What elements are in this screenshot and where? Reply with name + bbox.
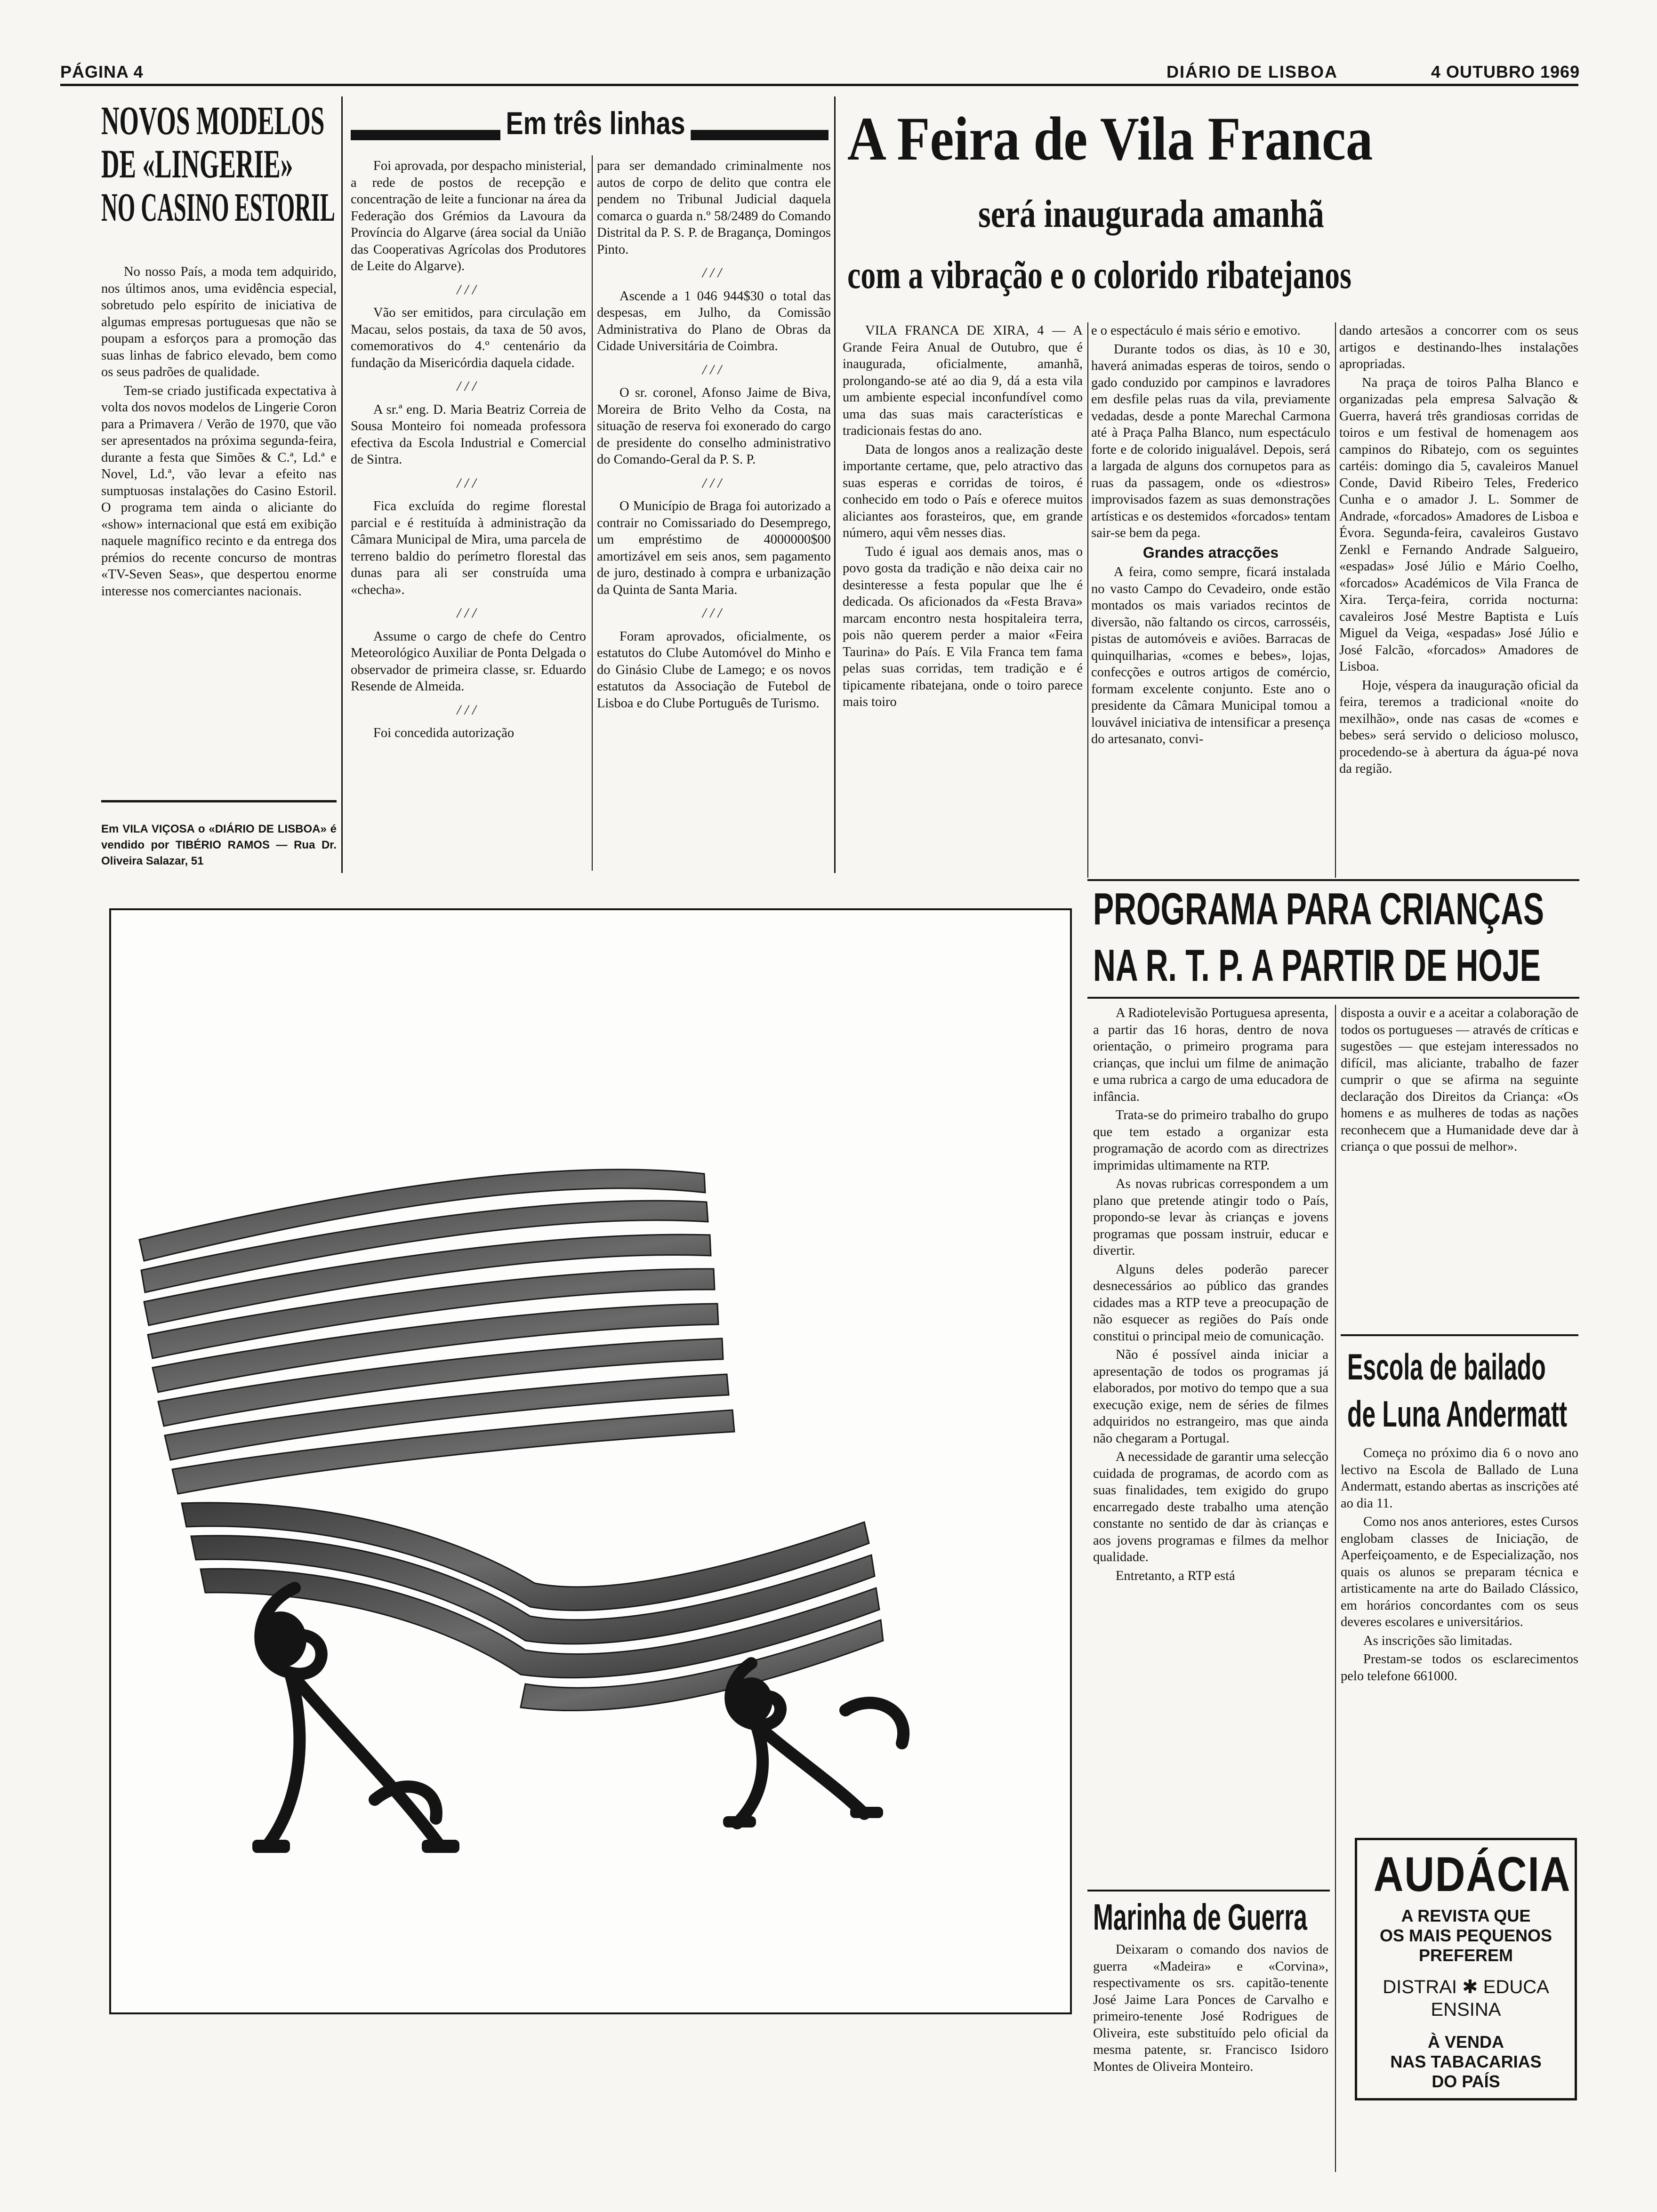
- bench-backrest: [139, 1170, 734, 1494]
- header-rule: [60, 84, 1578, 86]
- tres-linhas-col-2: para ser demandado criminalmente nos autos de corpo de delito que contra ele pendem no Tribunal Judicial daquela comarca o guarda n.º 58/2489 do Comando Distrital da P. S. P. de Bragança, Domingos Pinto. /// Ascende a 1 046 944$30 o total das despesas, em Julho, da Comissão Administrativa do Plano de Obras da Cidade Universitária de Coimbra. /// O sr. coronel, Afonso Jaime de Biva, Moreira de Brito Velho da Costa, na situação de reserva foi exonerado do cargo de presidente do conselho administrativo do Comando-Geral da P. S. P. /// O Município de Braga foi autorizado a contrair no Comissariado do Desemprego, um empréstimo de 4000000$00 amortizável em seis anos, sem pagamento de juro, destinado à compra e urbanização da Quinta de Santa Maria. /// Foram aprovados, oficialmente, os estatutos do Clube Automóvel do Minho e do Ginásio Clube de Lamego; e os novos estatutos da Associação de Futebol de Lisboa e do Clube Português de Turismo.: [597, 159, 831, 711]
- marinha-body: Deixaram o comando dos navios de guerra «Madeira» e «Corvina», respectivamente os srs. capitão-tenente José Jaime Lara Ponces de Carvalho e primeiro-tenente José Rodrigues de Oliveira, este substituído pelo oficial da mesma patente, sr. Francisco Isidoro Montes de Oliveira Monteiro.: [1093, 1942, 1328, 2074]
- feira-headline: A Feira de Vila Franca: [847, 104, 1373, 173]
- separator: ///: [457, 378, 480, 394]
- audacia-line: OS MAIS PEQUENOS: [1379, 1926, 1552, 1945]
- feira-col-2: e o espectáculo é mais sério e emotivo. Durante todos os dias, às 10 e 30, haverá animadas esperas de toiros, sendo o gado conduzido por campinos e lavradores em desfile pelas ruas da vila, previamente vedadas, desde a ponte Marechal Carmona até à Praça Palha Blanco, num espectáculo forte e de colorido inigualável. Depois, será a largada de alguns dos cornupetos para as ruas da passagem, onde os «diestros» improvisados fazem as suas demonstrações artísticas e os destemidos «forcados» tentam sair-se bem da pega. Grandes atracções A feira, como sempre, ficará instalada no vasto Campo do Cevadeiro, onde estão montados os mais variados recintos de diversão, não faltando os circos, carrosséis, pistas de automóveis e aviões. Barracas de quinquilharias, «comes e bebes», lojas, confecções e outros artigos de comércio, formam excelente conjunto. Este ano o presidente da Câmara Municipal tomou a louvável iniciativa de intensificar a presença do artesanato, convi-: [1091, 323, 1330, 746]
- column-rule: [341, 96, 343, 873]
- bench-photo: [109, 908, 1072, 2014]
- lingerie-headline-3: NO CASINO ESTORIL: [101, 184, 335, 230]
- park-bench-image: [111, 910, 1070, 2012]
- separator: ///: [702, 475, 725, 491]
- lingerie-headline-2: DE «LINGERIE»: [101, 141, 293, 186]
- tres-linhas-title: Em três linhas: [500, 106, 691, 140]
- section-rule: [1087, 997, 1579, 999]
- lingerie-headline-1: NOVOS MODELOS: [101, 98, 325, 143]
- lingerie-paragraph: No nosso País, a moda tem adquirido, nos últimos anos, uma evidência especial, sobretudo pelo espírito de iniciativa de algumas empresas portuguesas que não se poupam a esforços para a promoção das suas linhas de fabrico elevado, bem como os seus padrões de qualidade.: [101, 264, 337, 379]
- separator: ///: [702, 361, 725, 377]
- section-rule: [1087, 879, 1579, 881]
- bailado-body: Começa no próximo dia 6 o novo ano lectivo na Escola de Ballado de Luna Andermatt, estando abertas as inscrições até ao dia 11. Como nos anos anteriores, estes Cursos englobam classes de Iniciação, de Aperfeiçoamento, e de Especialização, nos quais os alunos se preparam técnica e artisticamente na arte do Bailado Clássico, em horários concordantes com os seus deveres escolares e universitários. As inscrições são limitadas. Prestam-se todos os esclarecimentos pelo telefone 661000.: [1341, 1446, 1578, 1683]
- bailado-headline-1: Escola de bailado: [1347, 1346, 1546, 1387]
- audacia-line: A REVISTA QUE: [1401, 1906, 1531, 1925]
- audacia-line: ENSINA: [1431, 1999, 1501, 2020]
- column-rule: [1087, 322, 1088, 878]
- audacia-line: DISTRAI ✱ EDUCA: [1383, 1977, 1549, 1997]
- marinha-headline: Marinha de Guerra: [1093, 1896, 1307, 1938]
- separator: ///: [457, 281, 480, 297]
- audacia-title: AUDÁCIA: [1373, 1847, 1571, 1902]
- feira-col-1: VILA FRANCA DE XIRA, 4 — A Grande Feira Anual de Outubro, que é inaugurada, oficialmente, amanhã, prolongando-se até ao dia 9, dá a esta vila um ambiente especial inconfundível como uma das suas mais características e tradicionais festas do ano. Data de longos anos a realização deste importante certame, que, pelo atractivo das suas esperas e corridas de toiros, é conhecido em todo o País e oferece muitos aliciantes aos forasteiros, que, em grande número, aqui vêm nesses dias. Tudo é igual aos demais anos, mas o povo gosta da tradição e não deixa cair no desinteresse a festa popular que lhe é dedicada. Os aficionados da «Festa Brava» marcam encontro nesta hospitaleira terra, pois não querem perder a maior «Feira Taurina» do País. E Vila Franca tem fama pelas suas corridas, tem tradição e é tipicamente ribatejana, onde o toiro parece mais toiro: [843, 323, 1083, 709]
- page-number: PÁGINA 4: [60, 62, 144, 81]
- programa-col-1: A Radiotelevisão Portuguesa apresenta, a partir das 16 horas, dentro de nova orientação, o primeiro programa para crianças, que inclui um filme de animação e uma rubrica a cargo de uma educadora de infância. Trata-se do primeiro trabalho do grupo que tem estado a organizar esta programação de acordo com as directrizes imprimidas ultimamente na RTP. As novas rubricas correspondem a um plano que pretende atingir todo o País, propondo-se levar às crianças e jovens programas que possam instruir, educar e divertir. Alguns deles poderão parecer desnecessários ao público das grandes cidades mas a RTP teve a preocupação de não esquecer as regiões do País onde constitui o principal meio de comunicação. Não é possível ainda iniciar a apresentação de todos os programas já elaborados, por motivo do tempo que a sua execução exige, nem de séries de filmes adquiridos no estrangeiro, mas que ainda não chegaram a Portugal. A necessidade de garantir uma selecção cuidada de programas, de acordo com as suas finalidades, tem exigido do grupo encarregado deste trabalho uma atenção constante no sentido de dar às crianças e aos jovens programas e filmes da melhor qualidade. Entretanto, a RTP está: [1093, 1006, 1328, 1583]
- section-rule: [1341, 1334, 1578, 1336]
- audacia-line: PREFEREM: [1418, 1946, 1513, 1965]
- audacia-line: DO PAÍS: [1432, 2072, 1500, 2091]
- column-rule: [592, 155, 593, 871]
- audacia-line: NAS TABACARIAS: [1390, 2052, 1542, 2071]
- column-rule: [1335, 1005, 1336, 2172]
- issue-date: 4 OUTUBRO 1969: [1431, 62, 1580, 81]
- tres-linhas-col-1: Foi aprovada, por despacho ministerial, a rede de postos de recepção e concentração de leite a funcionar na área da Federação dos Grémios da Lavoura da Província do Algarve (área social da União das Cooperativas Agrícolas dos Produtores de Leite do Algarve). /// Vão ser emitidos, para circulação em Macau, selos postais, da taxa de 50 avos, comemorativos do 4.º centenário da fundação da Misericórdia daquela cidade. /// A sr.ª eng. D. Maria Beatriz Correia de Sousa Monteiro foi nomeada professora efectiva da Escola Industrial e Comercial de Sintra. /// Fica excluída do regime florestal parcial e é restituída à administração da Câmara Municipal de Mira, uma parcela de terreno baldio do perímetro florestal das dunas para ali ser construída uma «checha». /// Assume o cargo de chefe do Centro Meteorológico Auxiliar de Ponta Delgada o observador de primeira classe, sr. Eduardo Resende de Almeida. /// Foi concedida autorização: [351, 159, 586, 740]
- programa-col-2: disposta a ouvir e a aceitar a colaboração de todos os portugueses — através de críticas e sugestões — que estejam interessados no difícil, mas aliciante, trabalho de fazer cumprir o que se afirma na seguinte declaração dos Direitos da Criança: «Os homens e as mulheres de todas as nações reconhecem que a Humanidade deve dar à criança o que possui de melhor».: [1341, 1006, 1578, 1154]
- column-rule: [834, 96, 836, 873]
- lingerie-body: [101, 264, 337, 601]
- newspaper-name: DIÁRIO DE LISBOA: [1166, 62, 1338, 81]
- lingerie-article: [101, 99, 337, 229]
- section-rule: [1087, 1890, 1330, 1891]
- separator: ///: [702, 605, 725, 621]
- lingerie-paragraph: Tem-se criado justificada expectativa à volta dos novos modelos de Lingerie Coron para a Primavera / Verão de 1970, que vão ser apresentados na próxima segunda-feira, durante a festa que Simões & C.ª, Ld.ª e Novel, Ld.ª, vão levar a efeito nas sumptuosas instalações do Casino Estoril. O programa tem ainda o aliciante do «show» internacional que está em exibição naquele magnífico recinto e da entrega dos prémios do recente concurso de montras «TV-Seven Seas», que despertou enorme interesse nos comerciantes nacionais.: [101, 383, 337, 599]
- feira-col-3: dando artesãos a concorrer com os seus artigos e destinando-lhes instalações apropriadas. Na praça de toiros Palha Blanco e organizadas pela empresa Salvação & Guerra, haverá três grandiosas corridas de toiros e um festival de homenagem aos campinos do Ribatejo, com os seguintes cartéis: domingo dia 5, cavaleiros Manuel Conde, David Ribeiro Teles, Frederico Cunha e o amador J. L. Sommer de Andrade, «forcados» Amadores de Lisboa e Évora. Segunda-feira, cavaleiros Gustavo Zenkl e Fernando Andrade Salgueiro, «espadas» José Júlio e Mário Coelho, «forcados» Académicos de Vila Franca de Xira. Terça-feira, corrida nocturna: cavaleiros José Mestre Baptista e Luís Miguel da Veiga, «espadas» José Júlio e José Falcão, «forcados» Amadores de Lisboa. Hoje, véspera da inauguração oficial da feira, teremos a tradicional «noite do mexilhão», onde nas casas de «comes e bebes» será servido o delicioso molusco, procedendo-se à abertura da água-pé nova da região.: [1339, 323, 1578, 776]
- column-rule: [1335, 322, 1336, 878]
- separator: ///: [457, 475, 480, 491]
- programa-headline-1: PROGRAMA PARA CRIANÇAS: [1093, 884, 1544, 934]
- lingerie-rule: [101, 800, 337, 802]
- audacia-ad: [1355, 1838, 1577, 2100]
- feira-subhead-1: será inaugurada amanhã: [978, 192, 1324, 236]
- programa-headline-2: NA R. T. P. A PARTIR DE HOJE: [1093, 940, 1541, 991]
- bailado-headline-2: de Luna Andermatt: [1347, 1393, 1568, 1435]
- vendor-note: Em VILA VIÇOSA o «DIÁRIO DE LISBOA» é vendido por TIBÉRIO RAMOS — Rua Dr. Oliveira Salazar, 51: [101, 823, 337, 867]
- separator: ///: [457, 605, 480, 621]
- tres-linhas-banner: [351, 105, 828, 141]
- feira-subheading: Grandes atracções: [1142, 544, 1279, 561]
- separator: ///: [457, 702, 480, 718]
- audacia-line: À VENDA: [1427, 2032, 1504, 2052]
- feira-subhead-2: com a vibração e o colorido ribatejanos: [847, 253, 1351, 297]
- separator: ///: [702, 265, 725, 281]
